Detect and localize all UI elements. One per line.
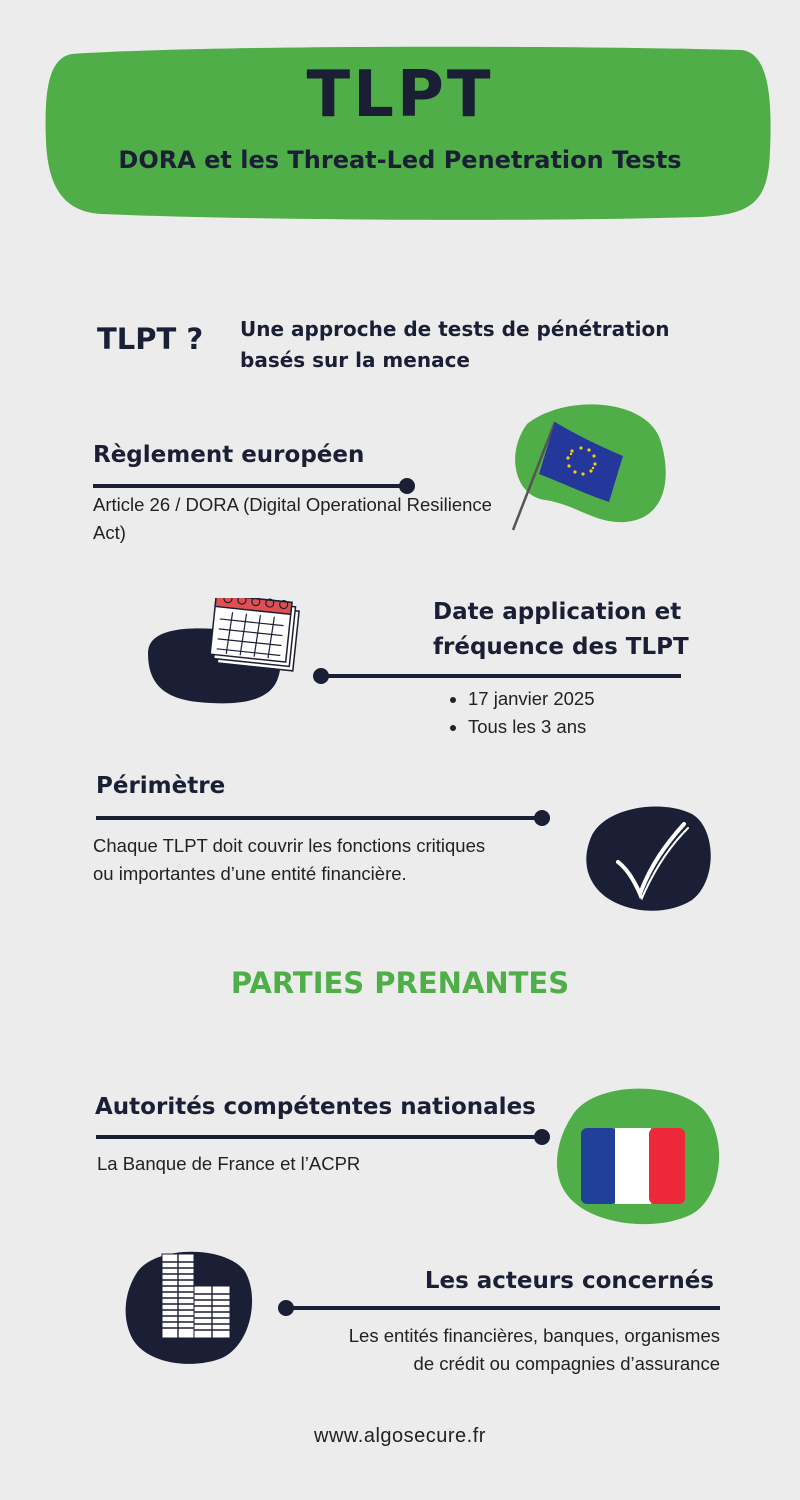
reglement-divider [93,484,405,488]
page-subtitle: DORA et les Threat-Led Penetration Tests [118,146,682,174]
perimetre-divider-dot [534,810,550,826]
list-item: • 17 janvier 2025 [468,685,595,713]
france-flag-icon [552,1086,724,1226]
autorites-heading: Autorités compétentes nationales [95,1094,536,1120]
acteurs-divider [286,1306,720,1310]
date-divider [321,674,681,678]
perimetre-divider [96,816,536,820]
autorites-divider-dot [534,1129,550,1145]
date-heading-line2: fréquence des TLPT [433,634,689,660]
eu-flag-icon [505,404,670,534]
parties-heading: PARTIES PRENANTES [230,966,570,1000]
autorites-divider [96,1135,536,1139]
autorites-text: La Banque de France et l’ACPR [97,1153,361,1174]
footer-url[interactable]: www.algosecure.fr [314,1425,486,1447]
reglement-heading: Règlement européen [93,442,365,468]
buildings-icon [122,1244,254,1366]
date-list [450,685,595,741]
page-title: TLPT [306,58,494,132]
date-heading-line1: Date application et [433,599,682,625]
perimetre-text-line2: ou importantes d’une entité financière. [93,863,407,884]
acteurs-text-line2: de crédit ou compagnies d’assurance [413,1353,720,1374]
checkmark-icon [580,800,715,912]
tlpt-definition: Une approche de tests de pénétration basés sur la menace [240,317,670,372]
acteurs-text-line1: Les entités financières, banques, organismes [348,1325,720,1346]
calendar-icon [138,598,303,708]
perimetre-text-line1: Chaque TLPT doit couvrir les fonctions critiques [93,835,486,856]
list-item: • Tous les 3 ans [468,713,595,741]
perimetre-heading: Périmètre [96,773,226,799]
tlpt-question: TLPT ? [97,322,204,356]
acteurs-heading: Les acteurs concernés [424,1268,714,1294]
reglement-text: Article 26 / DORA (Digital Operational Resilience Act) [93,494,492,543]
